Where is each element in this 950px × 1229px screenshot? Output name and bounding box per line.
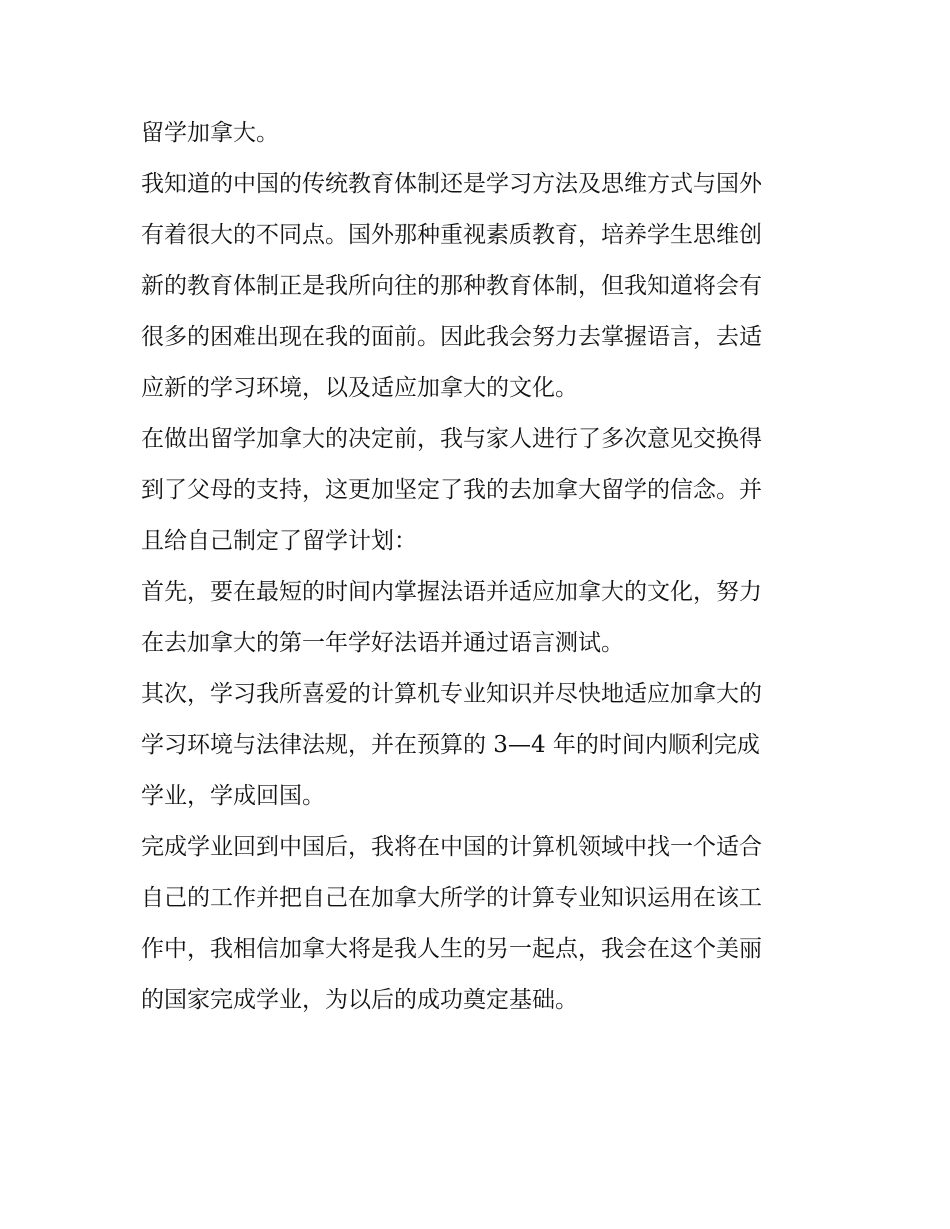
document-body xyxy=(141,108,821,1026)
paragraph-plan-first: 首先，要在最短的时间内掌握法语并适应加拿大的文化，努力 在去加拿大的第一年学好法语并通过语言测试。 xyxy=(141,579,762,656)
paragraph-opening-fragment: 留学加拿大。 xyxy=(141,120,279,146)
paragraph-education-difference: 我知道的中国的传统教育体制还是学习方法及思维方式与国外 有着很大的不同点。国外那种重视素质教育，培养学生思维创 新的教育体制正是我所向往的那种教育体制，但我知道将会有 很多的困难出现在我的面前。因此我会努力去掌握语言，去适 应新的学习环境，以及适应加拿大的文化。 xyxy=(141,171,762,401)
paragraph-family-decision: 在做出留学加拿大的决定前，我与家人进行了多次意见交换得 到了父母的支持，这更加坚定了我的去加拿大留学的信念。并 且给自己制定了留学计划： xyxy=(141,426,762,554)
paragraph-plan-second: 其次，学习我所喜爱的计算机专业知识并尽快地适应加拿大的 学习环境与法律法规，并在预算的 3—4 年的时间内顺利完成 学业，学成回国。 xyxy=(141,681,762,809)
paragraph-return-home: 完成学业回到中国后，我将在中国的计算机领域中找一个适合 自己的工作并把自己在加拿大所学的计算专业知识运用在该工 作中，我相信加拿大将是我人生的另一起点，我会在这个美丽 的国家完成学业，为以后的成功奠定基础。 xyxy=(141,834,762,1013)
